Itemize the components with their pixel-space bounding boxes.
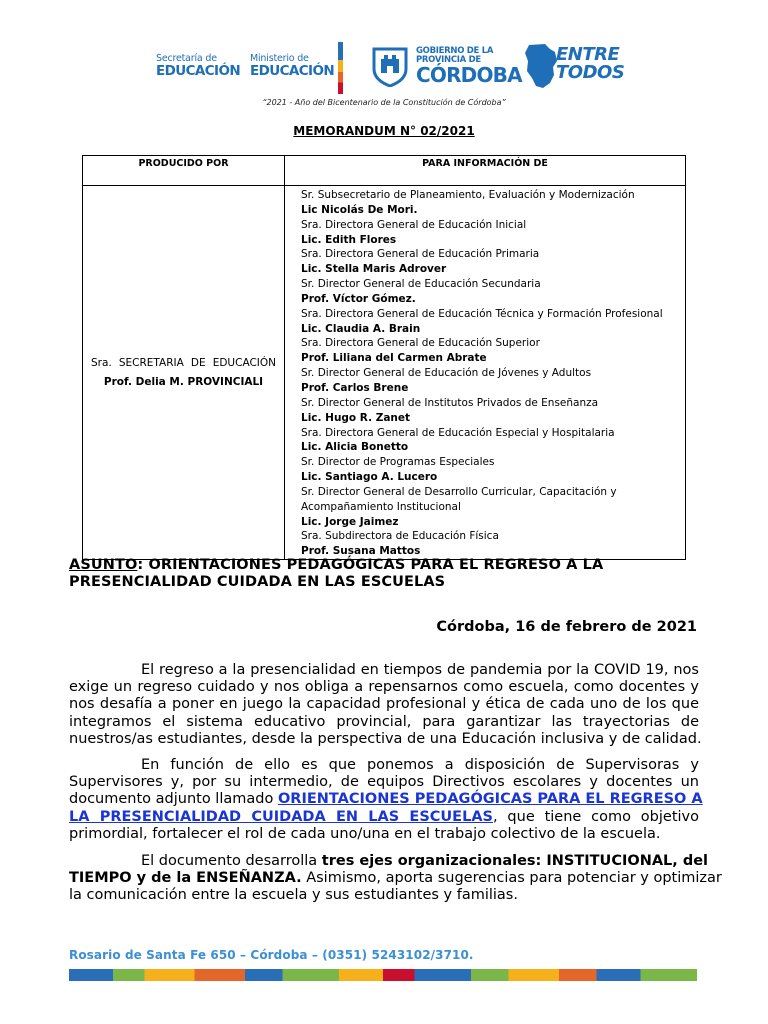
paragraph-2-line [69,809,699,826]
recipient-name: Lic Nicolás De Mori. [301,203,418,216]
recipient-role: Sra. Directora General de Educación Especial y Hospitalaria [301,426,615,439]
recipient-name: Lic. Santiago A. Lucero [301,471,438,484]
recipient-name: Lic. Claudia A. Brain [301,322,421,335]
logo-secretaria-line2: EDUCACIÓN [156,63,241,79]
memo-table [82,155,686,560]
logo-ministerio-educacion [250,53,334,79]
province-map-icon [523,43,559,89]
header-logos [150,40,625,95]
date-line: Córdoba, 16 de febrero de 2021 [436,619,697,635]
paragraph-2-line: En función de ello es que ponemos a disposición de Supervisoras y [141,757,699,773]
recipient-role: Acompañamiento Institucional [301,500,461,513]
recipient-name: Lic. Edith Flores [301,233,397,246]
logo-gobierno-line2: PROVINCIA DE [416,55,481,65]
logo-entre-line2: TODOS [556,62,625,83]
logo-entre-line1: ENTRE [556,44,620,65]
recipient-role: Sra. Directora General de Educación Inicial [301,218,527,231]
logo-color-bar [338,42,343,94]
recipient-role: Sra. Directora General de Educación Superior [301,337,540,350]
paragraph-3-line [69,870,722,887]
header-para-informacion: PARA INFORMACIÓN DE [285,156,686,186]
paragraph-1-line: exige un regreso cuidado y nos obliga a repensarnos como escuela, como docentes y [69,679,699,696]
paragraph-1-line: nuestros/as estudiantes, desde la perspectiva de una Educación inclusiva y de calidad. [69,730,702,747]
recipient-name: Prof. Liliana del Carmen Abrate [301,352,487,365]
logo-entre-todos [556,46,624,82]
document-link[interactable]: ORIENTACIONES PEDAGÓGICAS PARA EL REGRESO A [277,791,703,808]
recipient-name: Prof. Carlos Brene [301,381,409,394]
producer-cell [83,186,285,560]
paragraph-3-bold: TIEMPO y de la ENSEÑANZA. [69,870,302,887]
paragraph-3-text: El documento desarrolla [141,853,322,869]
paragraph-1-line: integramos el sistema educativo provincial, para garantizar las trayectorias de [69,713,699,730]
logo-gobierno-line3: CÓRDOBA [416,63,522,87]
recipient-name: Prof. Víctor Gómez. [301,292,416,305]
recipient-role: Sra. Directora General de Educación Técnica y Formación Profesional [301,307,663,320]
bicentenario-motto: “2021 - Año del Bicentenario de la Constitución de Córdoba” [262,98,506,107]
subject-colon: : [137,557,144,573]
paragraph-2-line: primordial, fortalecer el rol de cada uno/una en el trabajo colectivo de la escuela. [69,825,661,842]
paragraph-2-text: , que tiene como objetivo [493,808,699,825]
producer-role: Sra. SECRETARIA DE EDUCACIÓN [91,357,276,370]
paragraph-3-line [69,853,709,870]
subject-line2: PRESENCIALIDAD CUIDADA EN LAS ESCUELAS [69,574,446,590]
recipients-cell [285,186,686,560]
logo-ministerio-line1: Ministerio de [250,53,309,64]
table-body-row [83,186,686,560]
document-link[interactable]: LA PRESENCIALIDAD CUIDADA EN LAS ESCUELAS [69,808,493,825]
paragraph-3-text: Asimismo, aporta sugerencias para potenciar y optimizar [301,870,722,887]
subject-label: ASUNTO [69,557,138,573]
paragraph-2-text: documento adjunto llamado [69,791,278,808]
recipient-list [301,188,685,559]
paragraph-2-line: Supervisores y, por su intermedio, de equipos Directivos escolares y docentes un [69,774,699,791]
recipient-name: Lic. Jorge Jaimez [301,515,399,528]
logo-secretaria-educacion [156,53,240,79]
paragraph-1-line: nos desafía a poner en juego la capacidad profesional y ética de cada uno de los que [69,696,699,713]
footer-color-bar [69,969,697,981]
table-header-row [83,156,686,186]
paragraph-3-line: la comunicación entre la escuela y sus estudiantes y familias. [69,887,518,904]
logo-gobierno-cordoba [416,47,522,86]
recipient-name: Lic. Alicia Bonetto [301,441,409,454]
paragraph-3 [69,853,722,905]
header-producido-por: PRODUCIDO POR [83,156,285,186]
recipient-role: Sr. Subsecretario de Planeamiento, Evaluación y Modernización [301,189,635,201]
producer-name: Prof. Delia M. PROVINCIALI [103,376,264,389]
recipient-role: Sr. Director de Programas Especiales [301,456,495,469]
memo-title: MEMORANDUM N° 02/2021 [293,124,475,138]
paragraph-2-line [69,791,703,808]
logo-gobierno-line1: GOBIERNO DE LA [416,46,494,56]
recipient-name: Lic. Hugo R. Zanet [301,411,411,424]
subject [69,557,709,591]
recipient-role: Sra. Directora General de Educación Primaria [301,248,540,261]
subject-line1: ORIENTACIONES PEDAGÓGICAS PARA EL REGRESO A LA [143,557,604,573]
logo-ministerio-line2: EDUCACIÓN [250,63,335,79]
footer-address: Rosario de Santa Fe 650 – Córdoba – (0351) 5243102/3710. [69,948,474,962]
recipient-name: Prof. Susana Mattos [301,545,421,558]
logo-secretaria-line1: Secretaría de [156,53,217,64]
recipient-role: Sr. Director General de Educación Secundaria [301,278,541,291]
recipient-role: Sr. Director General de Desarrollo Curricular, Capacitación y [301,485,617,498]
paragraph-1 [69,662,702,748]
recipient-role: Sr. Director General de Institutos Privados de Enseñanza [301,396,599,409]
shield-icon [370,45,410,87]
paragraph-3-bold: tres ejes organizacionales: INSTITUCIONAL, del [321,853,709,869]
recipient-role: Sra. Subdirectora de Educación Física [301,530,499,543]
paragraph-1-line: El regreso a la presencialidad en tiempos de pandemia por la COVID 19, nos [141,662,699,678]
recipient-name: Lic. Stella Maris Adrover [301,263,447,276]
paragraph-2 [69,757,703,843]
recipient-role: Sr. Director General de Educación de Jóvenes y Adultos [301,367,592,380]
